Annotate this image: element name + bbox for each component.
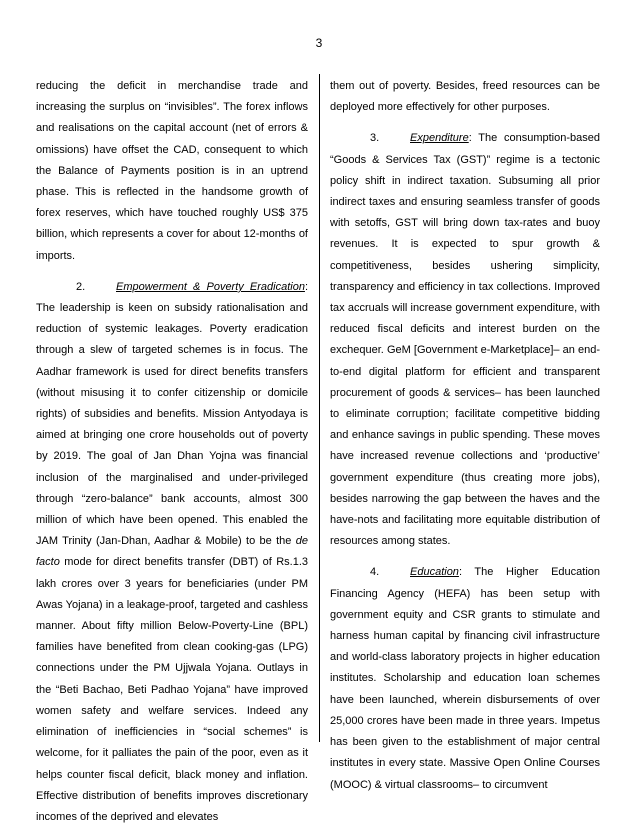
column-divider (319, 74, 320, 742)
section-number: 4. (370, 566, 380, 579)
section-empowerment (36, 277, 308, 828)
paragraph-forex: reducing the deficit in merchandise trade and increasing the surplus on “invisibles”. The forex inflows and realisations on the capital account (net of errors & omissions) have offset the CAD, consequent to which the Balance of Payments position is in an uptrend phase. This is reflected in the handsome growth of forex reserves, which have touched roughly US$ 375 billion, which represents a cover for about 12-months of imports. (36, 80, 308, 262)
section-heading: Empowerment & Poverty Eradication (116, 280, 305, 293)
section-text: : The consumption-based “Goods & Services Tax (GST)” regime is a tectonic policy shift in indirect taxation. Subsuming all prior indirect taxes and ensuring seamless transfer of goods with setoffs, GST will bring down tax-rates and buoy revenues. It is expected to spur growth & competitiveness, besides ushering simplicity, transparency and efficiency in tax collections. Improved tax accruals will increase government expenditure, with reduced fiscal deficits and interest burden on the exchequer. GeM [Government e-Marketplace]– an end-to-end digital platform for efficient and transparent procurement of goods & services– has been launched to eliminate corruption; facilitate competitive bidding and enhance savings in public spending. These moves have increased revenue collections and ‘productive’ government expenditure (thus creating more jobs), besides narrowing the gap between the haves and the have-nots and facilitating more equitable distribution of resources among states. (330, 132, 600, 548)
left-column (36, 76, 308, 828)
section-text-continued: mode for direct benefits transfer (DBT) of Rs.1.3 lakh crores over 3 years for beneficiaries (under PM Awas Yojana) in a leakage-proof, targeted and cashless manner. About fifty million Below-Poverty-Line (BPL) families have benefited from clean cooking-gas (LPG) connections under the PM Ujjwala Yojana. Outlays in the “Beti Bachao, Beti Padhao Yojana” have improved women safety and welfare services. Indeed any elimination of inefficiencies in “social schemes” is welcome, for it palliates the pain of the poor, even as it helps counter fiscal deficit, black money and inflation. Effective distribution of benefits improves discretionary incomes of the deprived and elevates (36, 556, 308, 823)
section-heading: Education (410, 566, 459, 579)
section-text: : The leadership is keen on subsidy rationalisation and reduction of systemic leakages. Poverty eradication through a slew of targeted schemes is in focus. The Aadhar framework is used for direct benefits transfers (without misusing it to confer citizenship or domicile rights) of subsidies and benefits. Mission Antyodaya is aimed at bringing one crore households out of poverty by 2019. The goal of Jan Dhan Yojna was financial inclusion of the marginalised and under-privileged through “zero-balance” bank accounts, almost 300 million of which have been opened. This enabled the JAM Trinity (Jan-Dhan, Aadhar & Mobile) to be the (36, 280, 308, 548)
right-column (330, 76, 600, 796)
paragraph-poverty-continued: them out of poverty. Besides, freed resources can be deployed more effectively for other purposes. (330, 80, 600, 114)
section-heading: Expenditure (410, 132, 469, 145)
section-expenditure (330, 128, 600, 552)
section-text: : The Higher Education Financing Agency (HEFA) has been setup with government equity and CSR grants to stimulate and harness human capital by financing civil infrastructure and world-class laboratory projects in higher education institutes. Scholarship and education loan schemes have been launched, wherein disbursements of over 25,000 crores have been made in three years. Impetus has been given to the establishment of major central institutes in every state. Massive Open Online Courses (MOOC) & virtual classrooms– to circumvent (330, 566, 600, 791)
section-number: 3. (370, 132, 380, 145)
section-education (330, 562, 600, 795)
page-number: 3 (315, 36, 323, 50)
italic-term: de facto (36, 535, 308, 569)
section-number: 2. (76, 280, 86, 293)
